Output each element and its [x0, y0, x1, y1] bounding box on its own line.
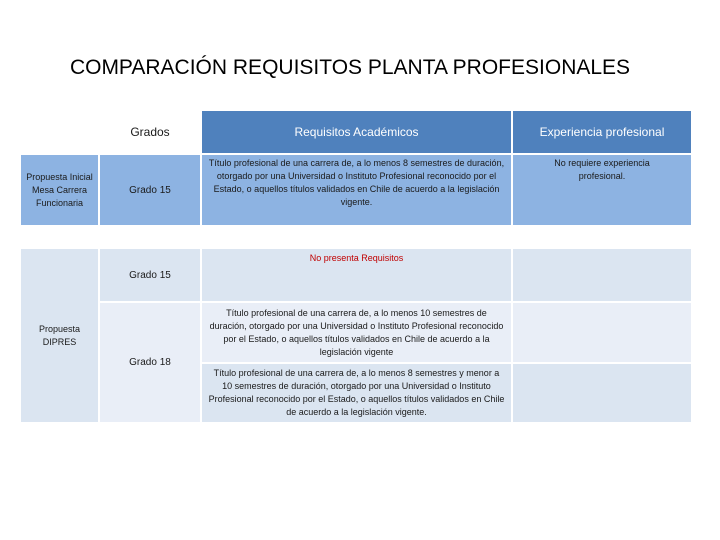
row2-grado18-requisitos-a: Título profesional de una carrera de, a lo menos 10 semestres de duración, otorgado por una Universidad o Instituto Profesional reconocido por el Estado, o aquellos títulos validados en Chile de acuerdo a la legislación vigente	[202, 303, 511, 362]
row2-experiencia-grado15	[513, 249, 691, 301]
header-requisitos: Requisitos Académicos	[202, 111, 511, 153]
header-grados: Grados	[130, 125, 170, 139]
header-experiencia: Experiencia profesional	[513, 111, 691, 153]
slide-title: COMPARACIÓN REQUISITOS PLANTA PROFESIONALES	[69, 56, 631, 79]
row2-experiencia-grado18-b	[513, 364, 691, 422]
row1-requisitos: Título profesional de una carrera de, a lo menos 8 semestres de duración, otorgado por una Universidad o Instituto Profesional reconocido por el Estado, o aquellos títulos validados en Chile de acuerdo a la legislación vigente.	[202, 155, 511, 225]
row1-grado: Grado 15	[100, 155, 200, 225]
row1-experiencia: No requiere experiencia profesional.	[513, 155, 691, 225]
row2-grado18: Grado 18	[100, 303, 200, 422]
row2-grado15: Grado 15	[100, 249, 200, 301]
row2-grado18-requisitos-b: Título profesional de una carrera de, a lo menos 8 semestres y menor a 10 semestres de duración, otorgado por una Universidad o Instituto Profesional reconocido por el Estado, o aquellos títulos validados en Chile de acuerdo a la legislación vigente.	[202, 364, 511, 422]
row2-no-requisitos: No presenta Requisitos	[202, 249, 511, 301]
row2-experiencia-grado18-a	[513, 303, 691, 362]
proposal-dipres: Propuesta DIPRES	[21, 249, 98, 422]
proposal-mesa-carrera: Propuesta Inicial Mesa Carrera Funcionaria	[21, 155, 98, 225]
